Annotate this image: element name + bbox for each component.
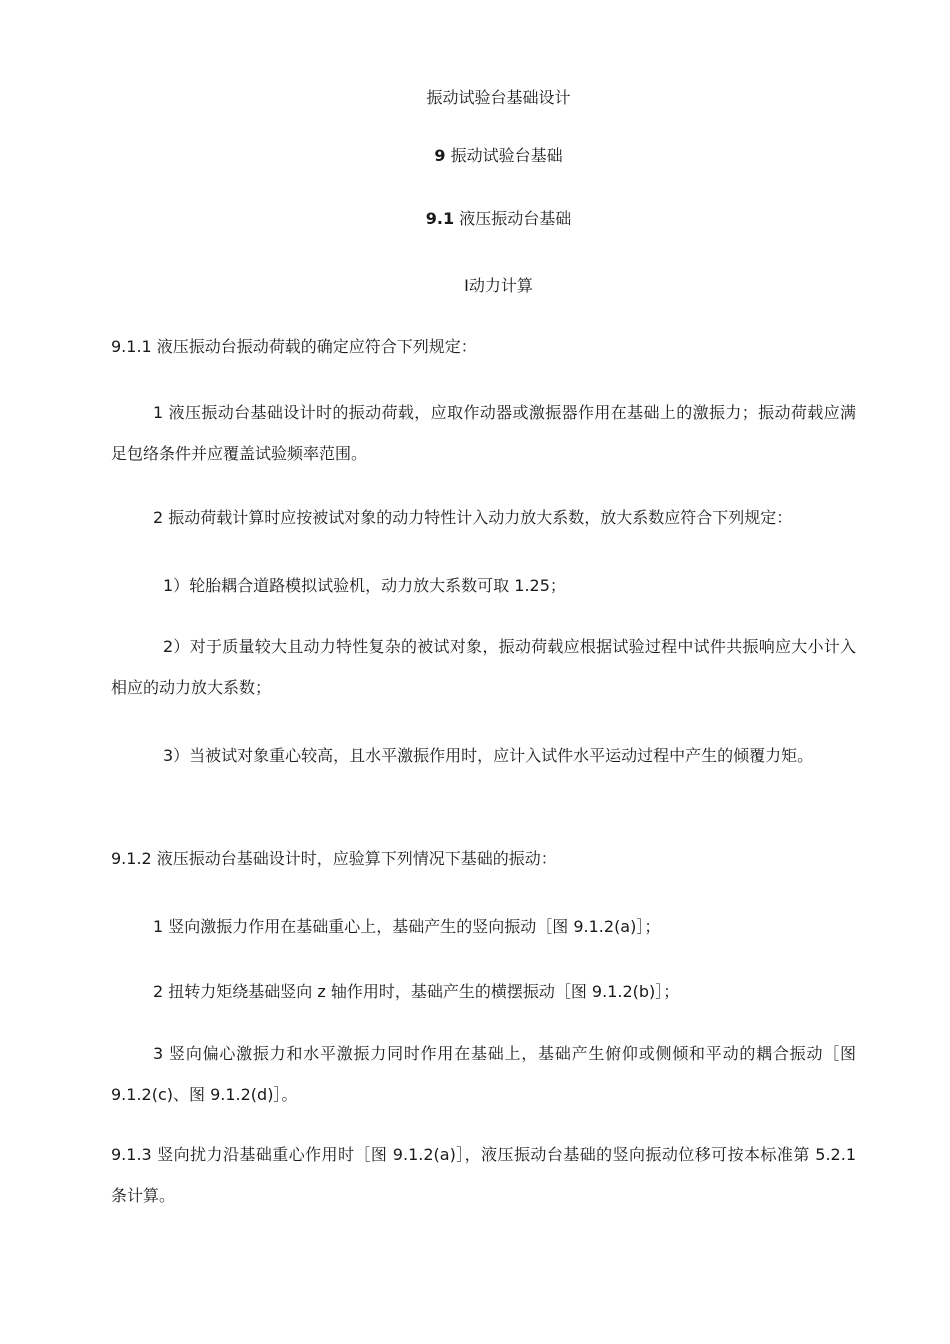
- section-heading: [0, 209, 950, 229]
- clause-9-1-1-item-1: 1 液压振动台基础设计时的振动荷载，应取作动器或激振器作用在基础上的激振力；振动荷载应满足包络条件并应覆盖试验频率范围。: [111, 403, 856, 463]
- clause-9-1-2-item-2: 2 扭转力矩绕基础竖向 z 轴作用时，基础产生的横摆振动［图 9.1.2(b)］；: [153, 982, 680, 1001]
- subsection-heading: Ⅰ动力计算: [464, 276, 533, 295]
- chapter-title: 振动试验台基础: [450, 146, 563, 165]
- chapter-heading: [0, 146, 950, 166]
- clause-9-1-1: 9.1.1 液压振动台振动荷载的确定应符合下列规定：: [111, 337, 477, 356]
- clause-9-1-1-item-2-1: 1）轮胎耦合道路模拟试验机，动力放大系数可取 1.25；: [163, 576, 566, 595]
- section-number: 9.1: [425, 209, 455, 228]
- clause-9-1-1-item-2: 2 振动荷载计算时应按被试对象的动力特性计入动力放大系数，放大系数应符合下列规定：: [153, 508, 793, 527]
- clause-9-1-3: 9.1.3 竖向扰力沿基础重心作用时［图 9.1.2(a)］，液压振动台基础的竖向振动位移可按本标准第 5.2.1 条计算。: [111, 1145, 856, 1205]
- document-title: 振动试验台基础设计: [426, 88, 571, 107]
- clause-9-1-1-item-2-2: 2）对于质量较大且动力特性复杂的被试对象，振动荷载应根据试验过程中试件共振响应大小计入相应的动力放大系数；: [111, 637, 856, 697]
- clause-9-1-2-item-1: 1 竖向激振力作用在基础重心上，基础产生的竖向振动［图 9.1.2(a)］；: [153, 917, 661, 936]
- section-title: 液压振动台基础: [459, 209, 572, 228]
- clause-9-1-1-item-2-3: 3）当被试对象重心较高，且水平激振作用时，应计入试件水平运动过程中产生的倾覆力矩。: [163, 746, 814, 765]
- chapter-number: 9: [434, 146, 446, 165]
- clause-9-1-2-item-3: 3 竖向偏心激振力和水平激振力同时作用在基础上，基础产生俯仰或侧倾和平动的耦合振动［图 9.1.2(c)、图 9.1.2(d)］。: [111, 1044, 856, 1104]
- clause-9-1-2: 9.1.2 液压振动台基础设计时，应验算下列情况下基础的振动：: [111, 849, 557, 868]
